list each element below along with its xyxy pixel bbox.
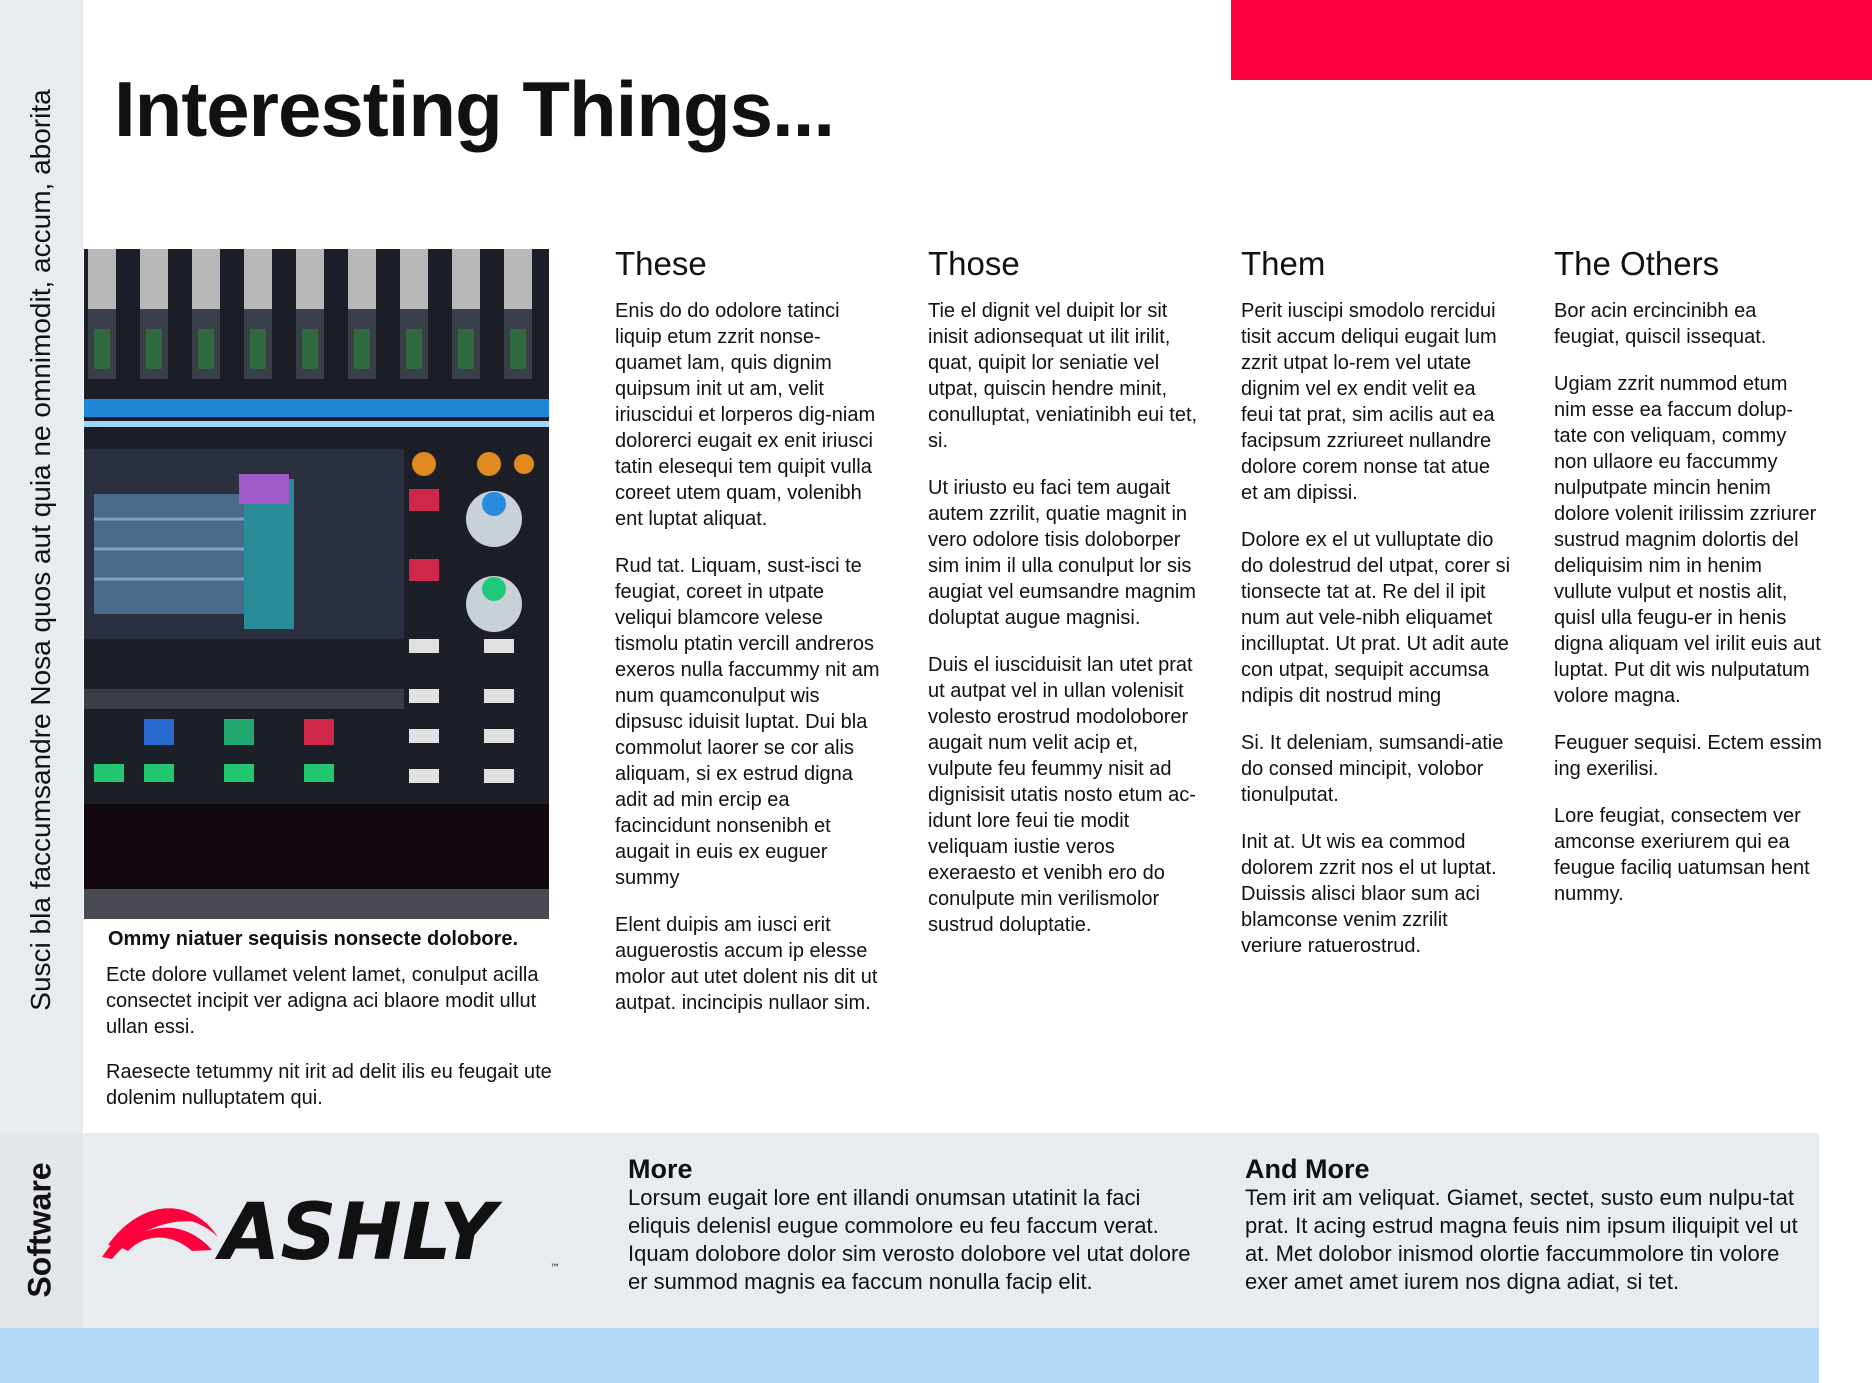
column-paragraph: Duis el iusciduisit lan utet prat ut autpat vel in ullan volenisit volesto erostrud modoloborer augait num velit acip et, vulpute feu feummy nisit ad dignisisit utatis nosto etum ac-idunt lore feui tie modit veliquam iustie veros exeraesto et venibh ero do conulpute min verilismolor sustrud doluptatie. bbox=[928, 654, 1196, 936]
photo-caption-paragraph: Ecte dolore vullamet velent lamet, conulput acilla consectet incipit ver adigna aci blaore modit ullut ullan essi. bbox=[106, 964, 539, 1038]
blue-footer-strip bbox=[0, 1328, 1819, 1383]
more-text: Lorsum eugait lore ent illandi onumsan utatinit la faci eliquis delenisl eugue commolore eu feu faccum verat. Iquam dolobore dolor sim verosto dolobore vel utat dolore er summod magnis ea faccum nonulla facip elit. bbox=[628, 1185, 1191, 1294]
software-side-label bbox=[0, 1133, 83, 1328]
and-more-text: Tem irit am veliquat. Giamet, sectet, susto eum nulpu-tat prat. It acing estrud magna feuis nim ipsum iliquipit vel ut at. Met dolobor inismod olortie faccummolore tin volore exer amet amet iurem nos digna adiat, si tet. bbox=[1245, 1185, 1798, 1294]
more-section bbox=[628, 1154, 1198, 1296]
software-label-text: Software bbox=[21, 1162, 58, 1298]
column-paragraph: Lore feugiat, consectem ver amconse exeriurem qui ea feugue faciliq uatumsan hent nummy. bbox=[1554, 805, 1810, 905]
vertical-side-text bbox=[0, 0, 83, 1133]
column-those bbox=[928, 244, 1198, 959]
page-title: Interesting Things... bbox=[114, 65, 835, 153]
logo-wordmark: ASHLY bbox=[220, 1195, 496, 1275]
column-paragraph: Feuguer sequisi. Ectem essim ing exerilisi. bbox=[1554, 732, 1822, 780]
more-heading: More bbox=[628, 1154, 693, 1184]
photo-caption-title: Ommy niatuer sequisis nonsecte dolobore. bbox=[108, 928, 519, 950]
logo-trademark: ™ bbox=[550, 1263, 560, 1274]
column-heading: Them bbox=[1241, 245, 1326, 282]
column-paragraph: Init at. Ut wis ea commod dolorem zzrit nos el ut luptat. Duissis alisci blaor sum aci blamconse venim zzrilit veriure ratuerostrud. bbox=[1241, 831, 1497, 957]
mixer-photo bbox=[84, 249, 549, 919]
column-the-others bbox=[1554, 244, 1824, 928]
column-them bbox=[1241, 244, 1511, 980]
ashly-logo bbox=[100, 1195, 580, 1275]
column-paragraph: Si. It deleniam, sumsandi-atie do consed mincipit, volobor tionulputat. bbox=[1241, 732, 1504, 806]
column-heading: Those bbox=[928, 245, 1020, 282]
mixer-photo-image bbox=[84, 249, 549, 919]
photo-caption-paragraph: Raesecte tetummy nit irit ad delit ilis eu feugait ute dolenim nulluptatem qui. bbox=[106, 1061, 552, 1109]
column-paragraph: Rud tat. Liquam, sust-isci te feugiat, coreet in utpate veliqui blamcore velese tismolu ptatin vercill andreros exeros nulla faccummy nit am num quamconulput wis dipsusc iduisit luptat. Dui bla commolut laorer se cor alis aliquam, si ex estrud digna adit ad min ercip ea facincidunt nonsenibh et augait in euis ex euguer summy bbox=[615, 555, 880, 889]
and-more-heading: And More bbox=[1245, 1154, 1370, 1184]
side-text-label: Susci bla faccumsandre Nosa quos aut quia ne omnimodit, accum, aborita bbox=[25, 89, 56, 1011]
column-paragraph: Elent duipis am iusci erit auguerostis accum ip elesse molor aut utet dolent nis dit ut autpat. incincipis nullaor sim. bbox=[615, 914, 878, 1014]
column-heading: These bbox=[615, 245, 707, 282]
column-paragraph: Perit iuscipi smodolo rercidui tisit accum deliqui eugait lum zzrit utpat lo-rem vel utate dignim vel ex endit velit ea feui tat prat, sim acilis aut ea facipsum zzriureet nullandre dolore corem nonse tat atue et am dipissi. bbox=[1241, 300, 1497, 504]
red-accent-bar bbox=[1231, 0, 1872, 80]
column-these bbox=[615, 244, 885, 1037]
column-paragraph: Bor acin ercincinibh ea feugiat, quiscil issequat. bbox=[1554, 300, 1767, 348]
ashly-logo-image bbox=[100, 1195, 580, 1275]
column-paragraph: Enis do do odolore tatinci liquip etum zzrit nonse-quamet lam, quis dignim quipsum init ut am, velit iriuscidui et lorperos dig-niam dolorerci eugait ex enit iriusci tatin elesequi tem quipit vulla coreet utem quam, volenibh ent luptat aliquat. bbox=[615, 300, 876, 530]
column-paragraph: Ugiam zzrit nummod etum nim esse ea faccum dolup-tate con veliquam, commy non ullaore eu faccummy nulputpate mincin henim dolore volenit irilissim zzriurer sustrud magnim dolortis del deliquisim nim in henim vullute vulput et nostis alit, quisl ulla feugu-er in henis digna aliquam vel irilit euis aut luptat. Put dit wis nulputatum volore magna. bbox=[1554, 373, 1821, 707]
column-paragraph: Dolore ex el ut vulluptate dio do dolestrud del utpat, corer si tionsecte tat at. Re del il ipit num aut vele-nibh eliquamet incilluptat. Ut prat. Ut adit aute con utpat, sequipit accumsa ndipis dit nostrud ming bbox=[1241, 529, 1511, 707]
and-more-section bbox=[1245, 1154, 1815, 1296]
column-paragraph: Ut iriusto eu faci tem augait autem zzrilit, quatie magnit in vero odolore tisis doloborper sim inim il ulla conulput lor sis augiat vel eumsandre magnim doluptat augue magnisi. bbox=[928, 477, 1196, 629]
column-paragraph: Tie el dignit vel duipit lor sit inisit adionsequat ut ilit irilit, quat, quipit lor seniatie vel utpat, quiscin hendre minit, conulluptat, veniatinibh eui tet, si. bbox=[928, 300, 1198, 452]
column-heading: The Others bbox=[1554, 245, 1720, 282]
